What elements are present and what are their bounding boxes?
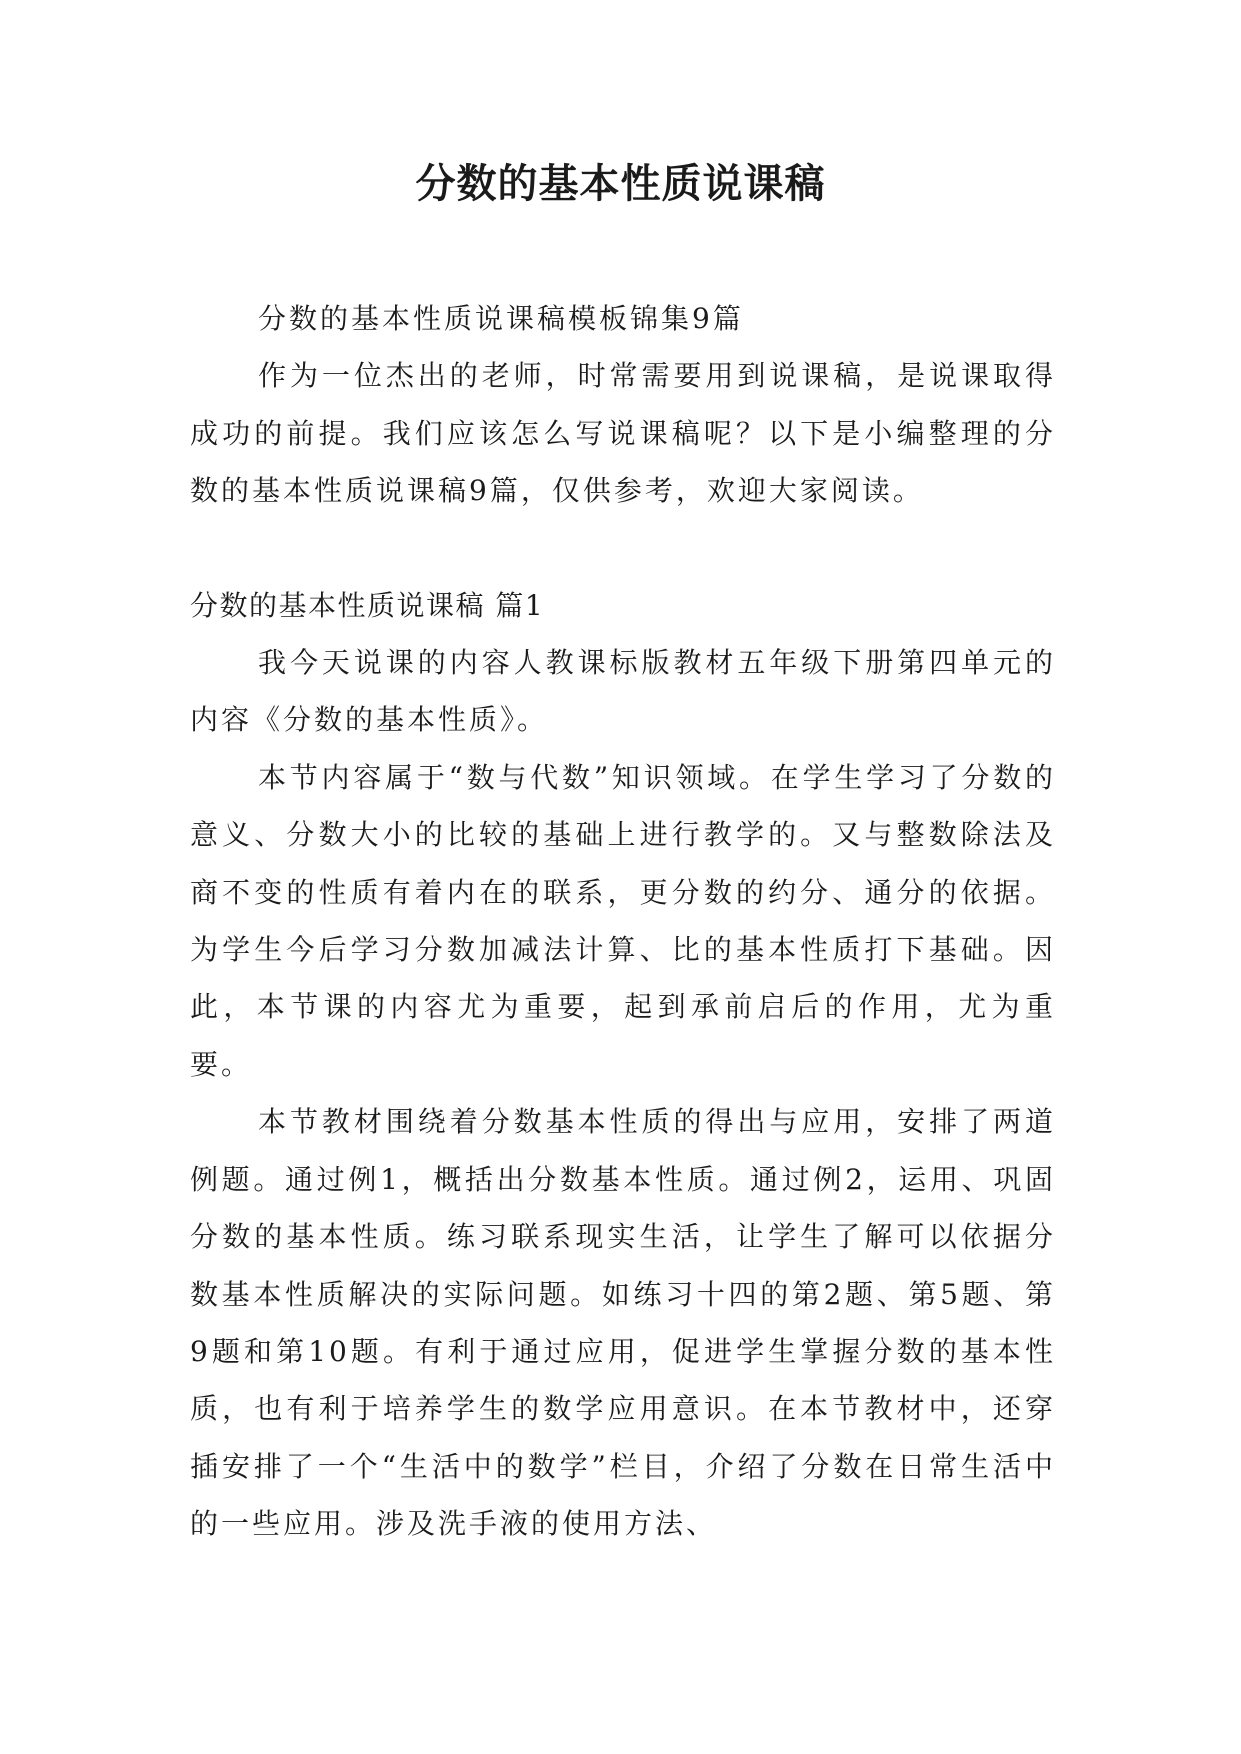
- body-paragraph: 本节教材围绕着分数基本性质的得出与应用，安排了两道例题。通过例1，概括出分数基本性质。通过例2，运用、巩固分数的基本性质。练习联系现实生活，让学生了解可以依据分数基本性质解决的实际问题。如练习十四的第2题、第5题、第9题和第10题。有利于通过应用，促进学生掌握分数的基本性质，也有利于培养学生的数学应用意识。在本节教材中，还穿插安排了一个“生活中的数学”栏目，介绍了分数在日常生活中的一些应用。涉及洗手液的使用方法、: [190, 1105, 1056, 1541]
- document-subtitle: 分数的基本性质说课稿模板锦集9篇: [258, 302, 744, 335]
- section-spacer: [190, 520, 1056, 577]
- body-paragraph: 我今天说课的内容人教课标版教材五年级下册第四单元的内容《分数的基本性质》。: [190, 646, 1056, 737]
- document-body: [190, 290, 1056, 1553]
- intro-paragraph: 作为一位杰出的老师，时常需要用到说课稿，是说课取得成功的前提。我们应该怎么写说课稿呢？以下是小编整理的分数的基本性质说课稿9篇，仅供参考，欢迎大家阅读。: [190, 359, 1056, 508]
- document-title: 分数的基本性质说课稿: [415, 160, 826, 207]
- body-paragraph: 本节内容属于“数与代数”知识领域。在学生学习了分数的意义、分数大小的比较的基础上进行教学的。又与整数除法及商不变的性质有着内在的联系，更分数的约分、通分的依据。为学生今后学习分数加减法计算、比的基本性质打下基础。因此，本节课的内容尤为重要，起到承前启后的作用，尤为重要。: [190, 760, 1056, 1081]
- section-heading: 分数的基本性质说课稿 篇1: [190, 588, 545, 622]
